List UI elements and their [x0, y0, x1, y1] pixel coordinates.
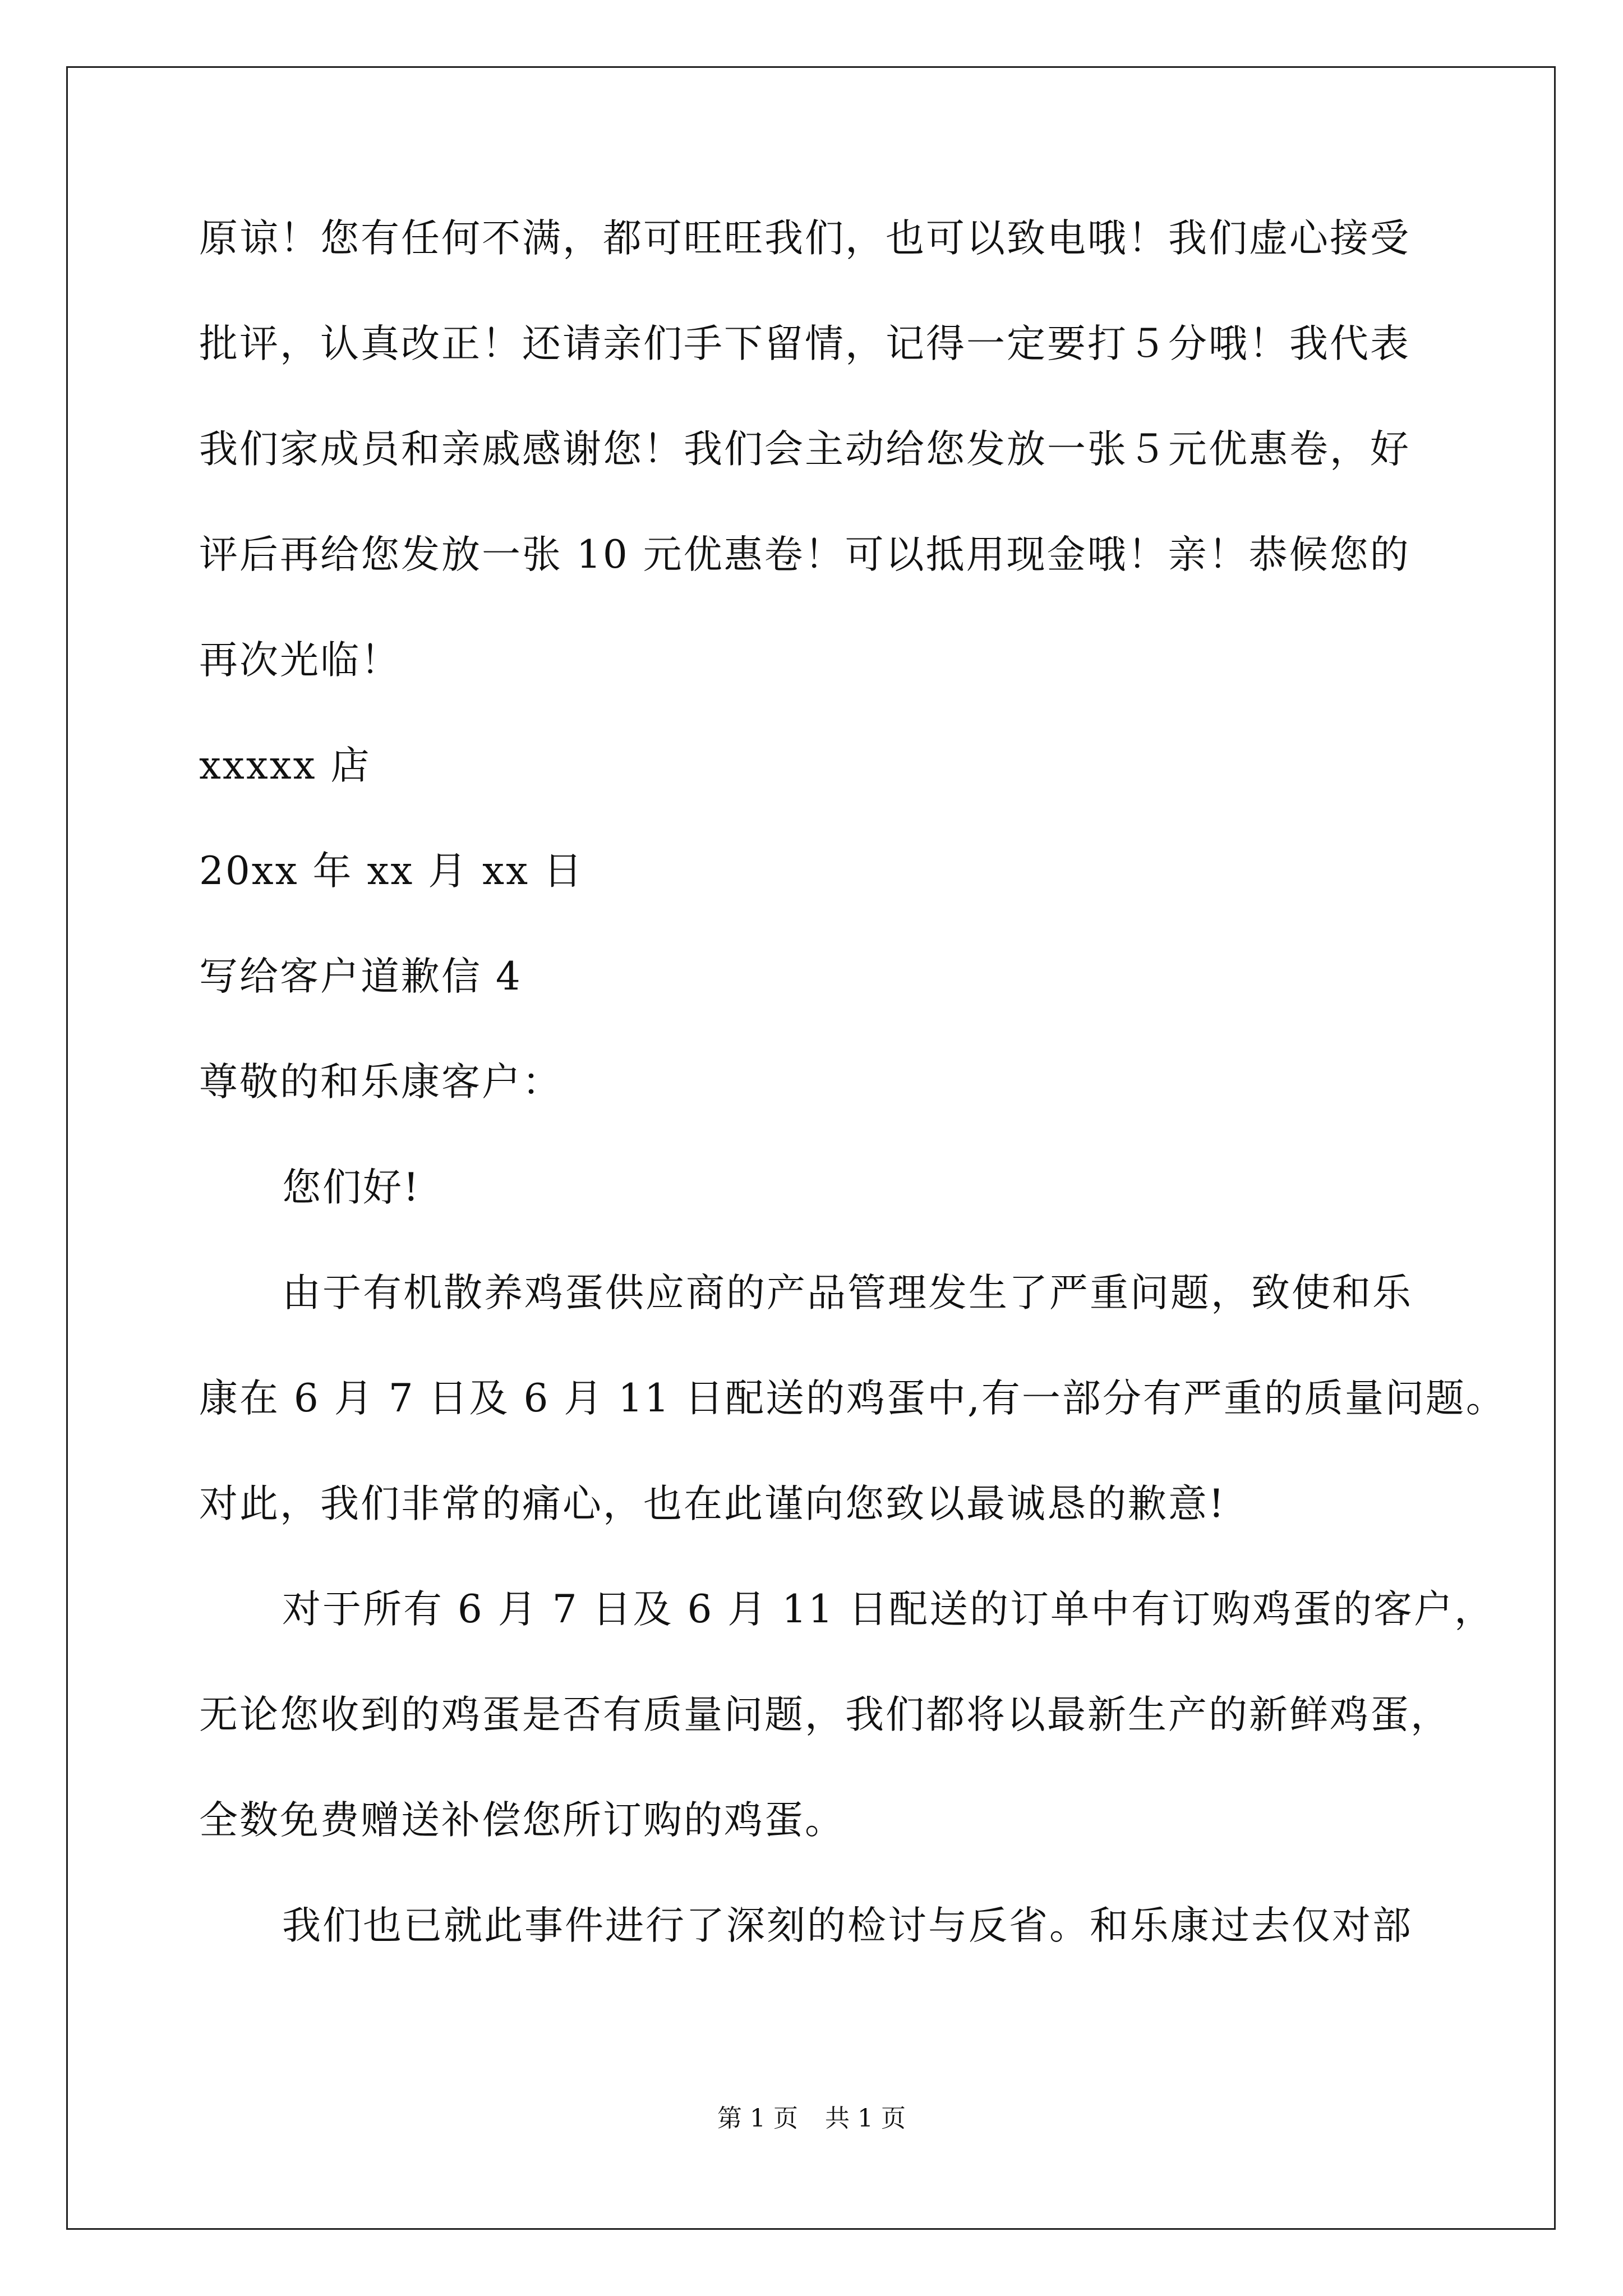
letter-heading: 写给客户道歉信 4 [199, 954, 522, 999]
salutation: 尊敬的和乐康客户： [199, 1060, 562, 1105]
page-number-current: 第 1 页 [717, 2104, 798, 2133]
paragraph-line: 原谅！您有任何不满，都可旺旺我们，也可以致电哦！我们虚心接受 [199, 216, 1410, 261]
paragraph-line: 由于有机散养鸡蛋供应商的产品管理发生了严重问题，致使和乐 [282, 1271, 1413, 1315]
page-footer [0, 2105, 1623, 2133]
document-body [199, 216, 1506, 2009]
paragraph-line: 我们家成员和亲戚感谢您！我们会主动给您发放一张５元优惠卷，好 [199, 427, 1410, 472]
greeting: 您们好! [282, 1165, 421, 1210]
paragraph-line: 无论您收到的鸡蛋是否有质量问题，我们都将以最新生产的新鲜鸡蛋， [199, 1692, 1451, 1737]
paragraph-line: 批评，认真改正！还请亲们手下留情，记得一定要打５分哦！我代表 [199, 321, 1410, 366]
page-number-total: 共 1 页 [825, 2104, 906, 2133]
paragraph-line: 再次光临！ [199, 638, 401, 683]
paragraph-line: 我们也已就此事件进行了深刻的检讨与反省。和乐康过去仅对部 [282, 1903, 1413, 1948]
paragraph-line: 对于所有 6 月 7 日及 6 月 11 日配送的订单中有订购鸡蛋的客户， [282, 1587, 1495, 1632]
paragraph-line: 全数免费赠送补偿您所订购的鸡蛋。 [199, 1798, 845, 1843]
signature-store: xxxxx 店 [199, 743, 371, 788]
paragraph-line: 对此，我们非常的痛心，也在此谨向您致以最诚恳的歉意! [199, 1481, 1226, 1526]
signature-date: 20xx 年 xx 月 xx 日 [199, 849, 584, 894]
paragraph-line: 评后再给您发放一张 10 元优惠卷！可以抵用现金哦！亲！恭候您的 [199, 532, 1410, 577]
paragraph-line: 康在 6 月 7 日及 6 月 11 日配送的鸡蛋中,有一部分有严重的质量问题。 [199, 1376, 1506, 1421]
